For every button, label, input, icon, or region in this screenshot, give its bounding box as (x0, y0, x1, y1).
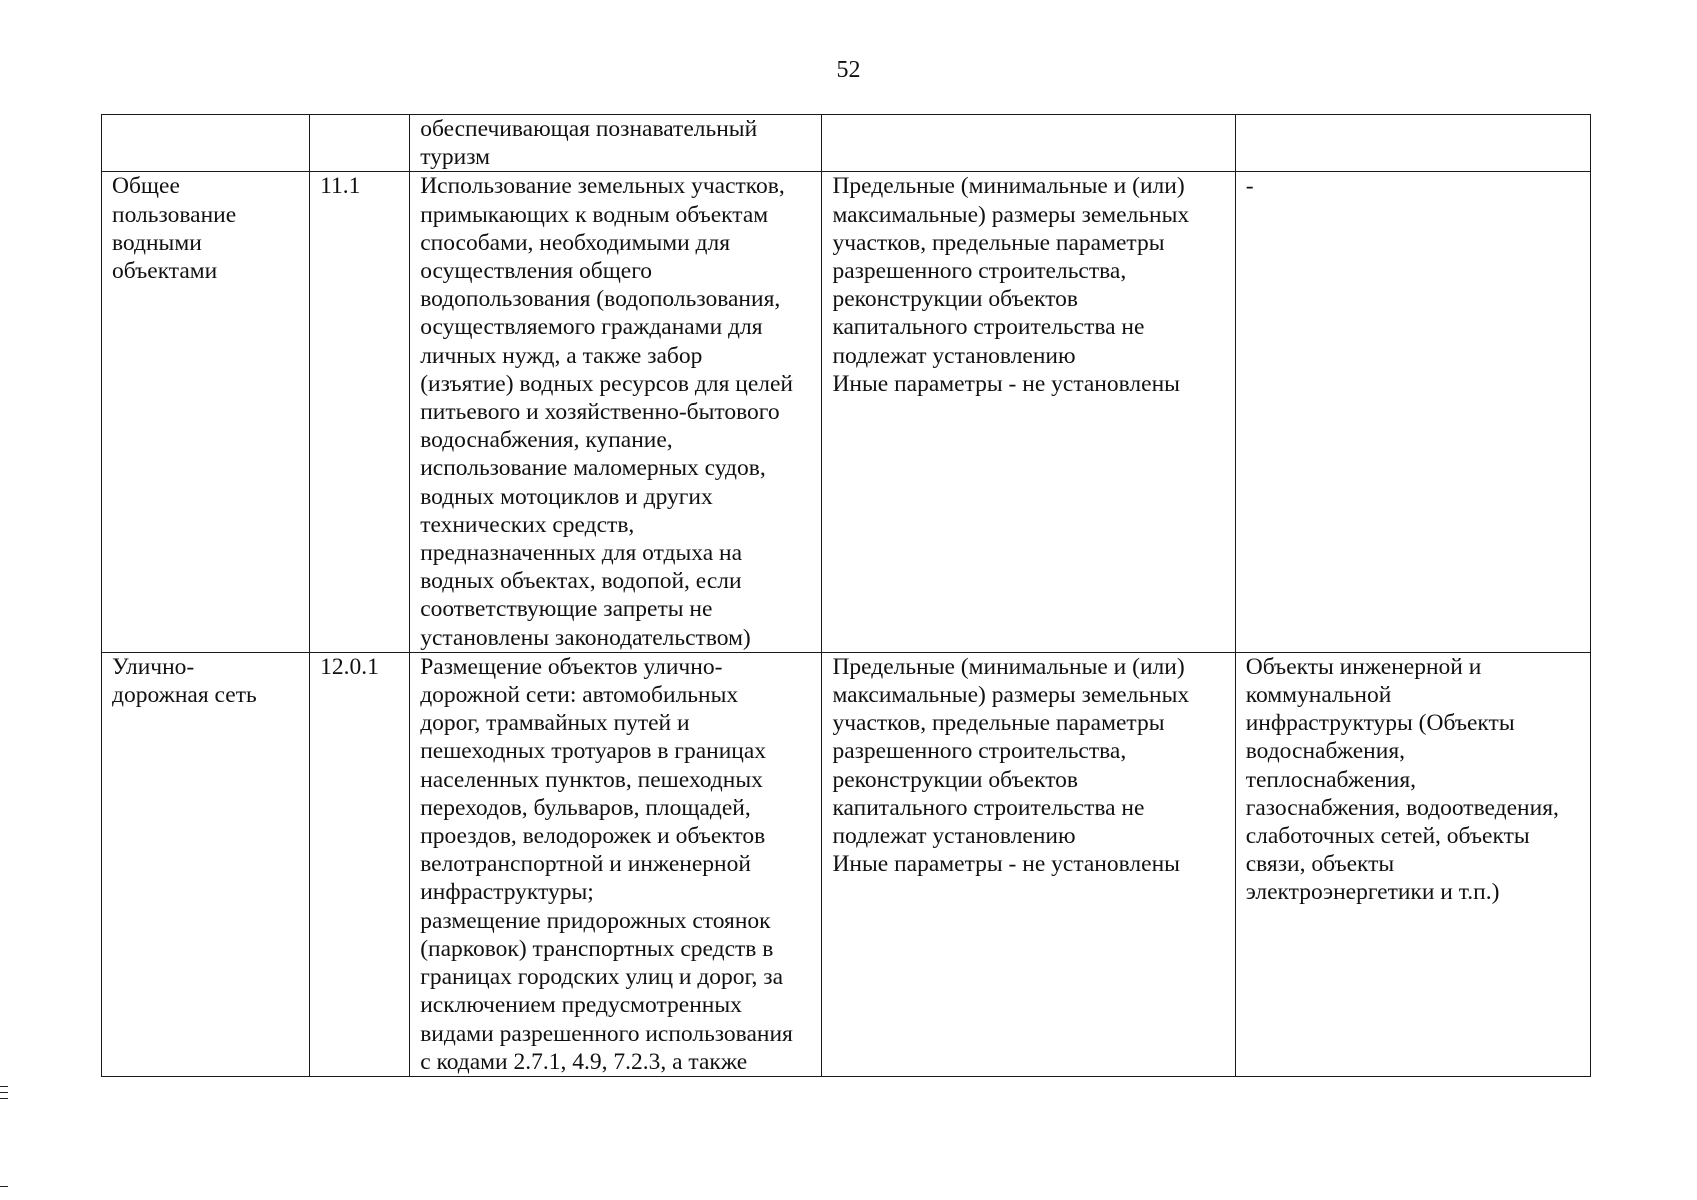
land-use-table (101, 114, 1591, 1077)
scan-mark (0, 1186, 8, 1187)
cell-auxiliary: Объекты инженерной и коммунальной инфраструктуры (Объекты водоснабжения, теплоснабжения, газоснабжения, водоотведения, слаботочных сетей, объекты связи, объекты электроэнергетики и т.п.) (1235, 652, 1590, 1076)
scan-mark (0, 1092, 8, 1093)
cell-name (102, 115, 310, 172)
cell-code (310, 115, 410, 172)
cell-description: Использование земельных участков, примыкающих к водным объектам способами, необходимыми для осуществления общего водопользования (водопользования, осуществляемого гражданами для личных нужд, а также забор (изъятие) водных ресурсов для целей питьевого и хозяйственно-бытового водоснабжения, купание, использование маломерных судов, водных мотоциклов и других технических средств, предназначенных для отдыха на водных объектах, водопой, если соответствующие запреты не установлены законодательством) (410, 172, 822, 652)
scan-mark (0, 1086, 8, 1087)
table-row (102, 115, 1591, 172)
table-row (102, 172, 1591, 652)
cell-name: Улично- дорожная сеть (102, 652, 310, 1076)
cell-parameters: Предельные (минимальные и (или) максимальные) размеры земельных участков, предельные параметры разрешенного строительства, реконструкции объектов капитального строительства не подлежат установлению Иные параметры - не установлены (822, 652, 1235, 1076)
cell-description: Размещение объектов улично- дорожной сети: автомобильных дорог, трамвайных путей и пешеходных тротуаров в границах населенных пунктов, пешеходных переходов, бульваров, площадей, проездов, велодорожек и объектов велотранспортной и инженерной инфраструктуры; размещение придорожных стоянок (парковок) транспортных средств в границах городских улиц и дорог, за исключением предусмотренных видами разрешенного использования с кодами 2.7.1, 4.9, 7.2.3, а также (410, 652, 822, 1076)
cell-code: 12.0.1 (310, 652, 410, 1076)
cell-description: обеспечивающая познавательный туризм (410, 115, 822, 172)
cell-auxiliary (1235, 115, 1590, 172)
cell-name: Общее пользование водными объектами (102, 172, 310, 652)
cell-auxiliary: - (1235, 172, 1590, 652)
table-row (102, 652, 1591, 1076)
cell-code: 11.1 (310, 172, 410, 652)
cell-parameters (822, 115, 1235, 172)
scan-mark (0, 1098, 8, 1099)
page-number: 52 (836, 57, 861, 83)
cell-parameters: Предельные (минимальные и (или) максимальные) размеры земельных участков, предельные параметры разрешенного строительства, реконструкции объектов капитального строительства не подлежат установлению Иные параметры - не установлены (822, 172, 1235, 652)
